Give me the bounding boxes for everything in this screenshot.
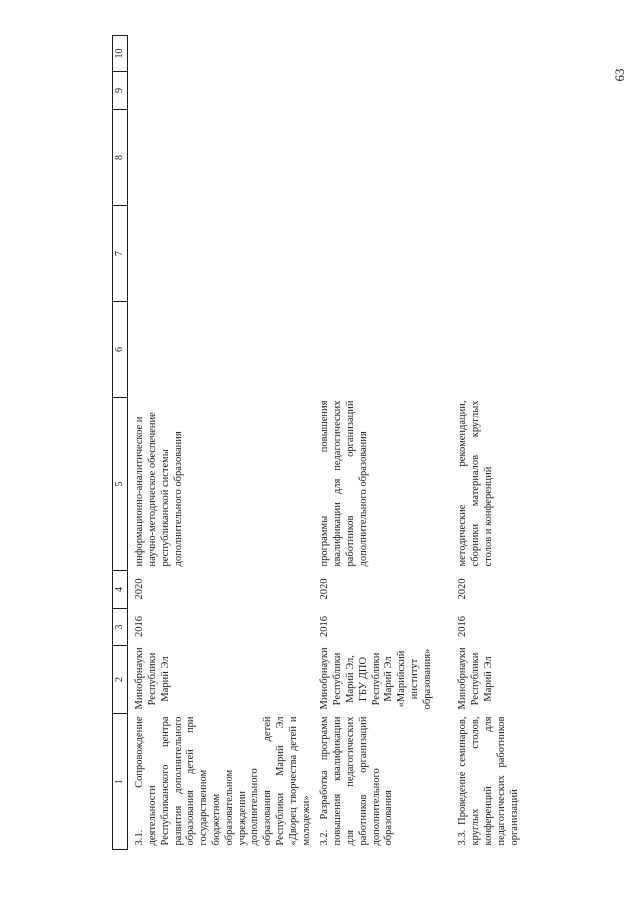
executor-cell: Минобрнауки Республики Марий Эл (457, 647, 494, 710)
cell-col8 (451, 110, 557, 206)
cell-col10 (313, 36, 451, 72)
cell-col10 (451, 36, 557, 72)
column-header-5: 5 (113, 398, 128, 571)
column-numbers-row (113, 36, 128, 850)
start-year-cell: 2016 (457, 616, 469, 637)
end-year-cell: 2020 (457, 578, 469, 600)
cell-col10 (128, 36, 314, 72)
cell-col6 (451, 302, 557, 398)
measure-cell: 3.1. Сопровождение деятельности Республиканского центра развития дополнительного образования детей при государственном бюджетном образовательном учреждении дополнительного образования детей Республики Марий Эл «Дворец творчества детей и молодежи» (134, 716, 312, 846)
measure-cell: 3.2. Разработка программ повышения квалификации для педагогических работников организаций дополнительного образования (319, 716, 395, 846)
column-header-4: 4 (113, 571, 128, 609)
column-header-3: 3 (113, 609, 128, 646)
table-row (128, 36, 314, 850)
column-header-1: 1 (113, 714, 128, 850)
table-row (451, 36, 557, 850)
result-cell: программы повышения квалификации для педагогических работников организаций дополнительного образования (319, 400, 369, 567)
result-cell: методические рекомендации, сборники материалов круглых столов и конференций (457, 400, 494, 567)
column-header-10: 10 (113, 36, 128, 72)
cell-col9 (451, 72, 557, 110)
cell-col7 (128, 206, 314, 302)
start-year-cell: 2016 (134, 616, 146, 637)
measure-cell: 3.3. Проведение семинаров, круглых столов, конференций для педагогических работников организаций (457, 716, 520, 846)
column-header-8: 8 (113, 110, 128, 206)
cell-col8 (313, 110, 451, 206)
cell-col8 (128, 110, 314, 206)
result-cell: информационно-аналитическое и научно-методическое обеспечение республиканской системы дополнительного образования (134, 412, 184, 567)
column-header-6: 6 (113, 302, 128, 398)
table-row (313, 36, 451, 850)
rotated-table-container (112, 36, 595, 850)
cell-col6 (313, 302, 451, 398)
cell-col6 (128, 302, 314, 398)
column-header-9: 9 (113, 72, 128, 110)
start-year-cell: 2016 (319, 616, 331, 637)
executor-cell: Минобрнауки Республики Марий Эл (134, 647, 171, 710)
end-year-cell: 2020 (319, 578, 331, 600)
column-header-2: 2 (113, 646, 128, 714)
executor-cell: Минобрнауки Республики Марий Эл, ГБУ ДПО Республики Марий Эл «Марийский институт образования» (319, 647, 433, 710)
cell-col9 (128, 72, 314, 110)
column-header-7: 7 (113, 206, 128, 302)
cell-col7 (451, 206, 557, 302)
cell-col9 (313, 72, 451, 110)
plan-table (112, 35, 557, 850)
end-year-cell: 2020 (134, 578, 146, 600)
cell-col7 (313, 206, 451, 302)
page-number: 63 (612, 68, 627, 82)
